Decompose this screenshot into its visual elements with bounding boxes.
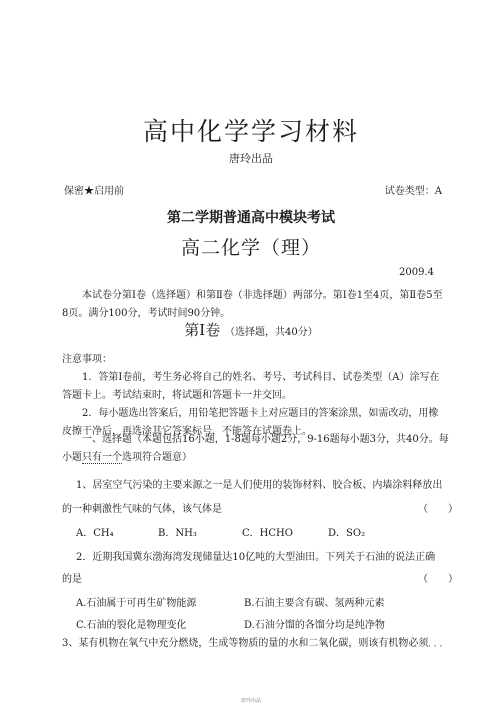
question-1-line2: 的一种刺激性气味的气体，该气体是 <box>62 504 222 515</box>
author-line: 唐玲出品 <box>229 152 273 165</box>
question-2-option-d: D.石油分馏的各馏分均是纯净物 <box>244 620 385 631</box>
question-2-option-a: A.石油属于可再生矿物能源 <box>76 598 197 609</box>
question-1-option-d: D．SO₂ <box>328 528 366 539</box>
question-2-option-b: B.石油主要含有碳、氢两种元素 <box>244 598 385 609</box>
page-footer: 唐玲出品 <box>240 698 261 704</box>
choice-instruction <box>62 431 450 467</box>
note-2: 2．每小题选出答案后，用铅笔把答题卡上对应题目的答案涂黑，如需改动，用橡皮擦干净后，再选涂其它答案标号，不能答在试题卷上。 <box>62 408 439 437</box>
section-heading <box>0 319 502 340</box>
page-edge-dots: · · · <box>428 642 443 652</box>
note-1: 1．答第Ⅰ卷前，考生务必将自己的姓名、考号、考试科目、试卷类型（A）涂写在答题卡上。考试结束时，将试题和答题卡一并交回。 <box>62 372 440 401</box>
secret-label: 保密★启用前 <box>64 186 124 197</box>
question-1-line1: 1、居室空气污染的主要来源之一是人们使用的装饰材料、胶合板、内墙涂料释放出 <box>76 480 443 491</box>
question-3-line1: 3、某有机物在氧气中充分燃烧，生成等物质的量的水和二氧化碳，则该有机物必须 <box>62 638 429 649</box>
question-1-option-c: C．HCHO <box>242 528 293 539</box>
instruction-emphasis: 只有一个 <box>82 452 122 463</box>
paper-type-label: 试卷类型：A <box>384 186 442 197</box>
section-title: 第Ⅰ卷 <box>184 321 221 339</box>
question-2-answer-paren: （ ） <box>418 574 458 585</box>
exam-title: 第二学期普通高中模块考试 <box>167 210 335 226</box>
question-1-option-b: B．NH₃ <box>158 528 197 539</box>
instruction-part2: 选项符合题意） <box>122 452 192 463</box>
intro-paragraph: 本试卷分第Ⅰ卷（选择题）和第Ⅱ卷（非选择题）两部分。第Ⅰ卷1至4页，第Ⅱ卷5至8页。满分100分，考试时间90分钟。 <box>62 290 443 319</box>
notice-label: 注意事项： <box>62 354 112 365</box>
question-1-answer-paren: （ ） <box>418 504 458 515</box>
question-2-option-c: C.石油的裂化是物理变化 <box>76 620 187 631</box>
main-title: 高中化学学习材料 <box>142 117 359 146</box>
instruction-part1: 一、选择题（本题包括16小题，1-8题每小题2分，9-16题每小题3分，共40分。每小题 <box>62 434 449 463</box>
question-1-option-a: A．CH₄ <box>76 528 114 539</box>
subject-title: 高二化学（理） <box>180 237 321 259</box>
question-2-line2: 的是 <box>62 574 82 585</box>
exam-date: 2009.4 <box>399 267 434 278</box>
section-note: （选择题，共40分） <box>224 327 318 338</box>
question-2-line1: 2．近期我国冀东渤海湾发现储量达10亿吨的大型油田。下列关于石油的说法正确 <box>76 552 436 563</box>
